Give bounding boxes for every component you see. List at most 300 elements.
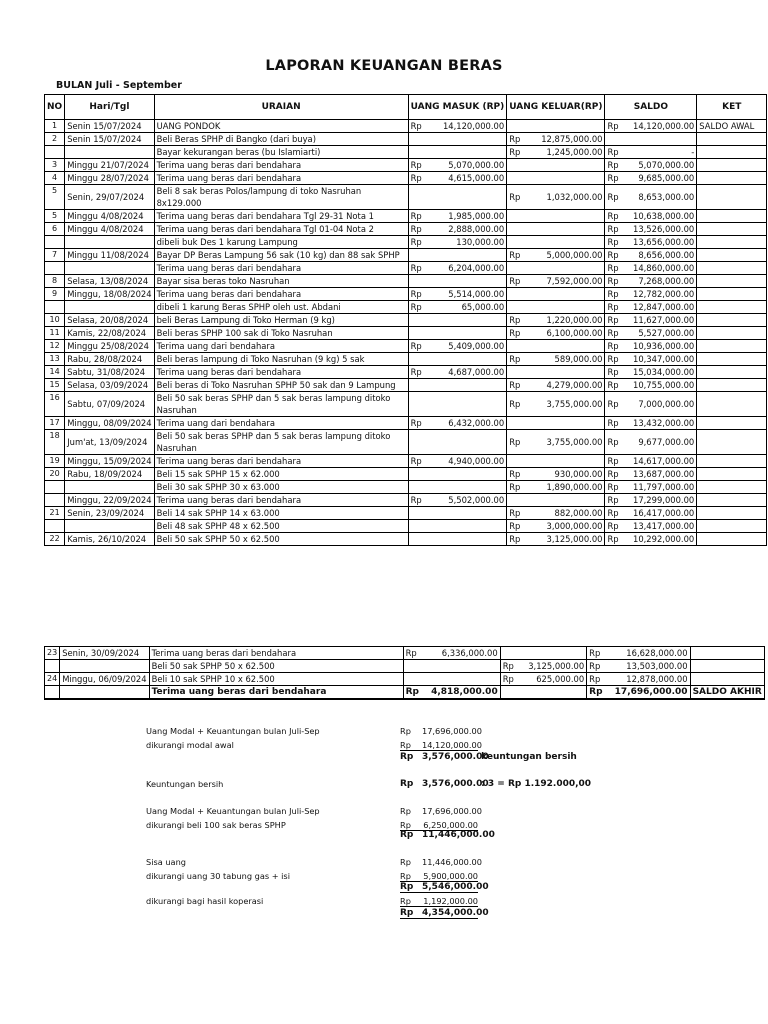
row-date: Sabtu, 07/09/2024 <box>65 392 154 417</box>
calc-result: Rp 11,446,000.00 <box>400 830 495 840</box>
ledger-row <box>45 223 767 236</box>
income-currency <box>408 379 436 392</box>
ledger-body-continued <box>45 647 765 700</box>
balance-currency: Rp <box>605 185 631 210</box>
income-amount: 2,888,000.00 <box>436 223 507 236</box>
calc-final-result: Rp 4,354,000.00 <box>400 908 489 918</box>
balance-currency: Rp <box>587 647 613 660</box>
ledger-row <box>45 146 767 159</box>
expense-amount <box>535 417 605 430</box>
calc-value: Rp 5,900,000.00 <box>400 871 478 881</box>
row-description: Terima uang dari bendahara <box>154 340 408 353</box>
ledger-row <box>45 275 767 288</box>
balance-amount: 13,503,000.00 <box>613 660 690 673</box>
income-amount: 6,432,000.00 <box>436 417 507 430</box>
balance-currency: Rp <box>605 327 631 340</box>
expense-amount <box>535 120 605 133</box>
income-amount <box>436 327 507 340</box>
balance-currency: Rp <box>605 353 631 366</box>
income-currency <box>403 673 429 686</box>
row-number: 16 <box>45 392 65 417</box>
row-description: Beli 50 sak beras SPHP dan 5 sak beras lampung ditoko Nasruhan <box>154 430 408 455</box>
ledger-row <box>45 494 767 507</box>
balance-amount: 16,417,000.00 <box>631 507 697 520</box>
income-currency: Rp <box>403 647 429 660</box>
expense-currency <box>507 236 535 249</box>
expense-amount: 3,125,000.00 <box>526 660 586 673</box>
expense-amount: 1,245,000.00 <box>535 146 605 159</box>
row-date: Minggu, 08/09/2024 <box>65 417 154 430</box>
report-title: LAPORAN KEUANGAN BERAS <box>265 58 503 74</box>
income-amount <box>436 430 507 455</box>
expense-currency <box>507 262 535 275</box>
row-number: 22 <box>45 533 65 546</box>
expense-currency <box>507 455 535 468</box>
expense-amount: 930,000.00 <box>535 468 605 481</box>
expense-amount: 5,000,000.00 <box>535 249 605 262</box>
balance-currency <box>605 133 631 146</box>
income-amount: 14,120,000.00 <box>436 120 507 133</box>
row-number: 10 <box>45 314 65 327</box>
row-number: 20 <box>45 468 65 481</box>
col-date-header: Hari/Tgl <box>65 95 154 120</box>
income-currency <box>408 430 436 455</box>
balance-currency: Rp <box>587 660 613 673</box>
income-currency: Rp <box>408 417 436 430</box>
balance-currency: Rp <box>605 301 631 314</box>
income-amount <box>436 185 507 210</box>
row-date <box>65 146 154 159</box>
income-amount: 5,502,000.00 <box>436 494 507 507</box>
expense-currency <box>507 340 535 353</box>
report-period: BULAN Juli - September <box>56 80 182 91</box>
income-amount: 6,204,000.00 <box>436 262 507 275</box>
row-date: Jum'at, 13/09/2024 <box>65 430 154 455</box>
income-currency <box>408 468 436 481</box>
expense-currency: Rp <box>507 379 535 392</box>
income-amount <box>436 275 507 288</box>
ledger-row <box>45 379 767 392</box>
balance-currency: Rp <box>605 520 631 533</box>
row-description: Terima uang beras dari bendahara <box>154 159 408 172</box>
expense-amount <box>535 159 605 172</box>
row-note <box>697 159 767 172</box>
balance-amount: 13,687,000.00 <box>631 468 697 481</box>
row-date: Minggu 4/08/2024 <box>65 223 154 236</box>
balance-currency: Rp <box>587 673 613 686</box>
row-number: 5 <box>45 185 65 210</box>
row-description: Bayar DP Beras Lampung 56 sak (10 kg) dan 88 sak SPHP <box>154 249 408 262</box>
income-amount <box>436 392 507 417</box>
row-date: Minggu, 15/09/2024 <box>65 455 154 468</box>
ledger-row <box>45 673 765 686</box>
expense-currency: Rp <box>507 533 535 546</box>
balance-amount: 10,292,000.00 <box>631 533 697 546</box>
ledger-row <box>45 133 767 146</box>
calc-label: dikurangi bagi hasil koperasi <box>146 896 264 906</box>
balance-amount: 13,656,000.00 <box>631 236 697 249</box>
row-description: Beli 14 sak SPHP 14 x 63.000 <box>154 507 408 520</box>
balance-currency: Rp <box>605 223 631 236</box>
expense-amount <box>535 288 605 301</box>
ledger-row <box>45 210 767 223</box>
row-description: Terima uang beras dari bendahara Tgl 01-04 Nota 2 <box>154 223 408 236</box>
row-date <box>60 686 149 700</box>
balance-amount: 12,878,000.00 <box>613 673 690 686</box>
income-amount <box>436 379 507 392</box>
income-currency: Rp <box>408 340 436 353</box>
balance-amount: 10,755,000.00 <box>631 379 697 392</box>
expense-currency <box>507 159 535 172</box>
row-date: Rabu, 18/09/2024 <box>65 468 154 481</box>
balance-currency: Rp <box>605 430 631 455</box>
balance-currency: Rp <box>605 379 631 392</box>
income-amount: 5,514,000.00 <box>436 288 507 301</box>
income-amount <box>436 146 507 159</box>
row-description: Bayar sisa beras toko Nasruhan <box>154 275 408 288</box>
income-currency <box>408 353 436 366</box>
balance-amount <box>631 133 697 146</box>
calc-value: Rp 14,120,000.00 <box>400 740 482 750</box>
row-number <box>45 494 65 507</box>
calc-label: dikurangi uang 30 tabung gas + isi <box>146 871 290 881</box>
ledger-row <box>45 520 767 533</box>
balance-currency: Rp <box>605 366 631 379</box>
balance-amount: 7,268,000.00 <box>631 275 697 288</box>
income-currency: Rp <box>408 288 436 301</box>
income-currency <box>408 146 436 159</box>
ledger-row <box>45 366 767 379</box>
income-amount: 4,818,000.00 <box>429 686 500 700</box>
row-description: Terima uang beras dari bendahara <box>154 262 408 275</box>
balance-amount: 13,417,000.00 <box>631 520 697 533</box>
row-description: Beli 15 sak SPHP 15 x 62.000 <box>154 468 408 481</box>
row-date: Minggu 4/08/2024 <box>65 210 154 223</box>
expense-amount <box>535 172 605 185</box>
income-currency <box>408 185 436 210</box>
expense-currency <box>507 172 535 185</box>
row-description: beli Beras Lampung di Toko Herman (9 kg) <box>154 314 408 327</box>
income-currency <box>408 520 436 533</box>
row-description: dibeli 1 karung Beras SPHP oleh ust. Abdani <box>154 301 408 314</box>
row-number: 7 <box>45 249 65 262</box>
income-currency <box>408 481 436 494</box>
row-note <box>697 481 767 494</box>
expense-currency <box>507 494 535 507</box>
balance-amount: 13,432,000.00 <box>631 417 697 430</box>
row-number: 15 <box>45 379 65 392</box>
row-note <box>697 507 767 520</box>
balance-amount: 9,677,000.00 <box>631 430 697 455</box>
row-date: Kamis, 22/08/2024 <box>65 327 154 340</box>
balance-currency: Rp <box>587 686 613 700</box>
expense-currency: Rp <box>507 185 535 210</box>
income-amount <box>436 353 507 366</box>
expense-currency <box>507 417 535 430</box>
expense-amount <box>535 301 605 314</box>
row-number: 21 <box>45 507 65 520</box>
row-number <box>45 660 60 673</box>
expense-amount <box>535 366 605 379</box>
ledger-row <box>45 327 767 340</box>
row-date: Senin 15/07/2024 <box>65 120 154 133</box>
row-description: Beli 50 sak SPHP 50 x 62.500 <box>149 660 403 673</box>
calc-label: dikurangi beli 100 sak beras SPHP <box>146 820 286 830</box>
income-currency: Rp <box>408 455 436 468</box>
calc-result: Rp 5,546,000.00 <box>400 882 489 892</box>
expense-currency: Rp <box>507 314 535 327</box>
balance-currency: Rp <box>605 249 631 262</box>
row-note <box>690 673 764 686</box>
row-number <box>45 520 65 533</box>
balance-currency: Rp <box>605 417 631 430</box>
ledger-row <box>45 660 765 673</box>
col-income-header: UANG MASUK (RP) <box>408 95 507 120</box>
row-note <box>697 314 767 327</box>
ledger-row <box>45 120 767 133</box>
row-number: 19 <box>45 455 65 468</box>
expense-amount: 6,100,000.00 <box>535 327 605 340</box>
row-date: Minggu 11/08/2024 <box>65 249 154 262</box>
row-description: Beli Beras SPHP di Bangko (dari buya) <box>154 133 408 146</box>
row-description: Beli beras lampung di Toko Nasruhan (9 kg) 5 sak <box>154 353 408 366</box>
income-currency: Rp <box>408 262 436 275</box>
income-amount: 4,687,000.00 <box>436 366 507 379</box>
row-number: 12 <box>45 340 65 353</box>
income-amount <box>436 133 507 146</box>
row-number: 9 <box>45 288 65 301</box>
ledger-row <box>45 159 767 172</box>
expense-currency <box>507 366 535 379</box>
ledger-row <box>45 314 767 327</box>
row-description: Beli beras di Toko Nasruhan SPHP 50 sak dan 9 Lampung <box>154 379 408 392</box>
row-number <box>45 481 65 494</box>
income-currency: Rp <box>408 120 436 133</box>
balance-currency: Rp <box>605 494 631 507</box>
calc-result: Rp 3,576,000.00 : 3 = Rp 1.192.000,00 <box>400 779 592 789</box>
income-amount: 4,940,000.00 <box>436 455 507 468</box>
balance-currency: Rp <box>605 146 631 159</box>
row-note <box>697 275 767 288</box>
row-number: 4 <box>45 172 65 185</box>
row-note <box>697 262 767 275</box>
expense-currency: Rp <box>507 353 535 366</box>
col-no-header: NO <box>45 95 65 120</box>
ledger-table <box>44 94 767 546</box>
income-amount <box>436 533 507 546</box>
expense-amount <box>535 340 605 353</box>
row-number <box>45 262 65 275</box>
row-number: 1 <box>45 120 65 133</box>
ledger-row <box>45 236 767 249</box>
row-date: Selasa, 13/08/2024 <box>65 275 154 288</box>
balance-currency: Rp <box>605 481 631 494</box>
row-description: Beli 50 sak SPHP 50 x 62.500 <box>154 533 408 546</box>
calc-label: Sisa uang <box>146 857 186 867</box>
expense-amount: 3,755,000.00 <box>535 392 605 417</box>
row-date: Minggu 21/07/2024 <box>65 159 154 172</box>
row-description: Terima uang dari bendahara <box>154 417 408 430</box>
balance-amount: 16,628,000.00 <box>613 647 690 660</box>
balance-currency: Rp <box>605 210 631 223</box>
row-number: 14 <box>45 366 65 379</box>
row-number: 5 <box>45 210 65 223</box>
row-note: SALDO AWAL <box>697 120 767 133</box>
income-currency <box>408 249 436 262</box>
income-amount: 4,615,000.00 <box>436 172 507 185</box>
balance-amount: 5,070,000.00 <box>631 159 697 172</box>
expense-amount: 7,592,000.00 <box>535 275 605 288</box>
row-note <box>697 533 767 546</box>
row-date: Minggu, 06/09/2024 <box>60 673 149 686</box>
calc-result: Rp 3,576,000.00 keuntungan bersih <box>400 752 577 762</box>
ledger-row <box>45 430 767 455</box>
expense-amount: 1,220,000.00 <box>535 314 605 327</box>
row-number: 23 <box>45 647 60 660</box>
row-date: Senin, 29/07/2024 <box>65 185 154 210</box>
income-amount <box>436 314 507 327</box>
row-number: 24 <box>45 673 60 686</box>
expense-currency: Rp <box>507 520 535 533</box>
row-description: Terima uang beras dari bendahara Tgl 29-31 Nota 1 <box>154 210 408 223</box>
ledger-row <box>45 353 767 366</box>
balance-currency: Rp <box>605 159 631 172</box>
balance-currency: Rp <box>605 314 631 327</box>
row-date: Selasa, 03/09/2024 <box>65 379 154 392</box>
balance-amount: 7,000,000.00 <box>631 392 697 417</box>
balance-currency: Rp <box>605 340 631 353</box>
row-note: SALDO AKHIR <box>690 686 764 700</box>
row-description: UANG PONDOK <box>154 120 408 133</box>
row-date: Minggu, 18/08/2024 <box>65 288 154 301</box>
balance-currency: Rp <box>605 236 631 249</box>
expense-currency: Rp <box>507 468 535 481</box>
expense-currency: Rp <box>507 146 535 159</box>
income-amount: 1,985,000.00 <box>436 210 507 223</box>
balance-amount: 8,653,000.00 <box>631 185 697 210</box>
row-note <box>697 353 767 366</box>
income-currency <box>408 507 436 520</box>
calc-label: Uang Modal + Keuantungan bulan Juli-Sep <box>146 806 320 816</box>
income-currency: Rp <box>408 366 436 379</box>
row-date: Minggu, 22/09/2024 <box>65 494 154 507</box>
row-note <box>697 366 767 379</box>
row-note <box>697 494 767 507</box>
expense-currency: Rp <box>500 660 526 673</box>
balance-amount: 14,617,000.00 <box>631 455 697 468</box>
expense-amount: 625,000.00 <box>526 673 586 686</box>
expense-amount: 882,000.00 <box>535 507 605 520</box>
expense-amount: 1,890,000.00 <box>535 481 605 494</box>
balance-amount: 10,347,000.00 <box>631 353 697 366</box>
balance-amount: 10,638,000.00 <box>631 210 697 223</box>
expense-amount: 12,875,000.00 <box>535 133 605 146</box>
balance-currency: Rp <box>605 262 631 275</box>
row-note <box>697 301 767 314</box>
row-description: Beli 30 sak SPHP 30 x 63.000 <box>154 481 408 494</box>
expense-currency <box>507 210 535 223</box>
income-amount: 65,000.00 <box>436 301 507 314</box>
row-note <box>697 430 767 455</box>
income-currency <box>408 133 436 146</box>
income-amount: 5,070,000.00 <box>436 159 507 172</box>
balance-amount: 14,120,000.00 <box>631 120 697 133</box>
row-note <box>697 327 767 340</box>
row-date: Kamis, 26/10/2024 <box>65 533 154 546</box>
balance-currency: Rp <box>605 172 631 185</box>
row-number <box>45 301 65 314</box>
row-description: Bayar kekurangan beras (bu Islamiarti) <box>154 146 408 159</box>
row-description: Beli 8 sak beras Polos/lampung di toko Nasruhan 8x129.000 <box>154 185 408 210</box>
expense-amount: 4,279,000.00 <box>535 379 605 392</box>
income-amount <box>436 249 507 262</box>
expense-currency: Rp <box>507 327 535 340</box>
ledger-row <box>45 468 767 481</box>
expense-currency <box>507 223 535 236</box>
row-date: Senin 15/07/2024 <box>65 133 154 146</box>
expense-amount: 3,125,000.00 <box>535 533 605 546</box>
income-currency: Rp <box>408 301 436 314</box>
calc-value: Rp 17,696,000.00 <box>400 726 482 736</box>
row-date <box>65 520 154 533</box>
row-description: Beli 10 sak SPHP 10 x 62.500 <box>149 673 403 686</box>
row-number: 3 <box>45 159 65 172</box>
balance-currency: Rp <box>605 533 631 546</box>
balance-currency: Rp <box>605 275 631 288</box>
row-date: Senin, 30/09/2024 <box>60 647 149 660</box>
income-amount <box>436 481 507 494</box>
income-currency <box>403 660 429 673</box>
balance-amount: 12,782,000.00 <box>631 288 697 301</box>
ledger-row <box>45 262 767 275</box>
expense-amount <box>535 455 605 468</box>
ledger-row <box>45 686 765 700</box>
balance-amount: 5,527,000.00 <box>631 327 697 340</box>
row-note <box>697 379 767 392</box>
row-date <box>65 481 154 494</box>
income-currency: Rp <box>408 210 436 223</box>
income-amount <box>429 673 500 686</box>
income-amount: 130,000.00 <box>436 236 507 249</box>
balance-amount: - <box>631 146 697 159</box>
balance-amount: 17,299,000.00 <box>631 494 697 507</box>
calc-label: Keuntungan bersih <box>146 779 224 789</box>
row-number: 13 <box>45 353 65 366</box>
expense-currency <box>500 686 526 700</box>
row-description: Beli beras SPHP 100 sak di Toko Nasruhan <box>154 327 408 340</box>
ledger-row <box>45 185 767 210</box>
calc-value: Rp 1,192,000.00 <box>400 896 478 906</box>
row-note <box>697 288 767 301</box>
expense-currency: Rp <box>500 673 526 686</box>
expense-currency: Rp <box>507 507 535 520</box>
row-date <box>65 236 154 249</box>
income-currency <box>408 275 436 288</box>
row-date: Minggu 28/07/2024 <box>65 172 154 185</box>
income-currency: Rp <box>408 236 436 249</box>
row-note <box>697 468 767 481</box>
calc-label: Uang Modal + Keuantungan bulan Juli-Sep <box>146 726 320 736</box>
expense-currency: Rp <box>507 133 535 146</box>
row-number: 18 <box>45 430 65 455</box>
row-date: Rabu, 28/08/2024 <box>65 353 154 366</box>
income-currency <box>408 533 436 546</box>
row-note <box>697 146 767 159</box>
expense-currency <box>507 120 535 133</box>
row-description: Terima uang beras dari bendahara <box>154 455 408 468</box>
balance-amount: 14,860,000.00 <box>631 262 697 275</box>
income-currency <box>408 327 436 340</box>
